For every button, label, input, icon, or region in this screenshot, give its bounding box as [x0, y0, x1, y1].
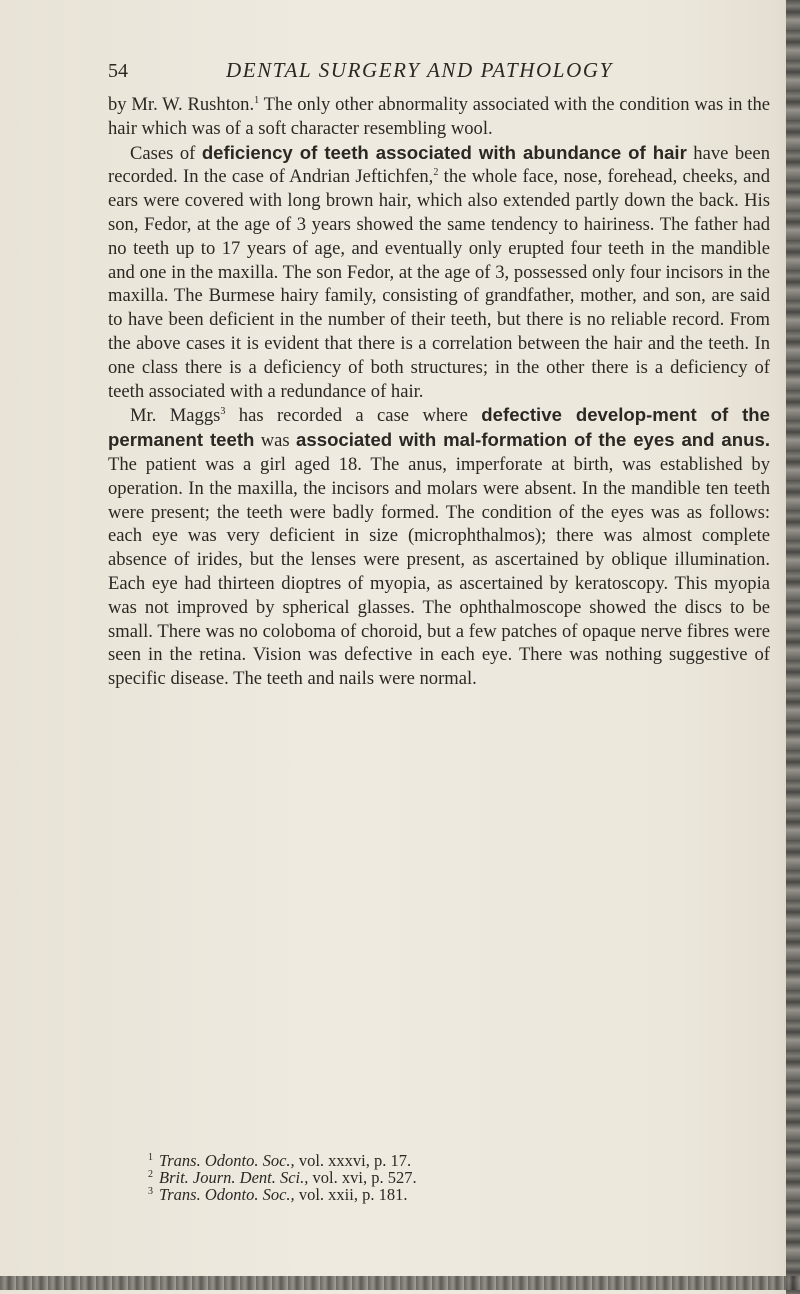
footnote-ref: 1 [254, 94, 260, 106]
footnote-ref: 3 [220, 406, 226, 418]
footnote-title: Brit. Journ. Dent. Sci., [159, 1168, 309, 1187]
footnote-title: Trans. Odonto. Soc., [159, 1151, 295, 1170]
book-edge-bottom [0, 1276, 800, 1290]
inline-heading: deficiency of teeth associated with abundance of hair [201, 141, 687, 163]
text-run: Mr. Maggs [130, 405, 221, 427]
text-run: Cases of [130, 142, 202, 164]
footnote [148, 1169, 748, 1186]
footnote-text: vol. xxii, p. 181. [294, 1185, 408, 1204]
text-run: by Mr. W. Rushton. [108, 94, 255, 115]
text-run: have been recorded. In the case of Andrian Jeftichfen, [108, 142, 770, 188]
footnote-mark: 1 [148, 1151, 153, 1163]
footnote-title: Trans. Odonto. Soc., [159, 1185, 295, 1204]
page-header [108, 58, 770, 86]
running-title: DENTAL SURGERY AND PATHOLOGY [226, 58, 613, 82]
footnotes [148, 1152, 748, 1203]
inline-heading: associated with mal-formation of the eyes and anus. [296, 429, 770, 451]
text-run: The patient was a girl aged 18. The anus, imperforate at birth, was established by operation. In the maxilla, the incisors and molars were absent. In the mandible ten teeth were present; the teeth were badly formed. The condition of the eyes was as follows: each eye was very deficient in size (microphthalmos); there was almost complete absence of irides, but the lenses were present, as ascertained by oblique illumination. Each eye had thirteen dioptres of myopia, as ascertained by keratoscopy. This myopia was not improved by spherical glasses. The ophthalmoscope showed the discs to be small. There was no coloboma of choroid, but a few patches of opaque nerve fibres were seen in the retina. Vision was defective in each eye. There was nothing suggestive of specific disease. The teeth and nails were normal. [108, 453, 770, 690]
page-number: 54 [108, 60, 128, 82]
paragraph [108, 93, 770, 141]
text-run: has recorded a case where [225, 405, 482, 427]
body-text [108, 93, 770, 691]
inline-heading: defective develop-ment of the permanent teeth [108, 404, 770, 451]
text-run: the whole face, nose, forehead, cheeks, and ears were covered with long brown hair, which also extended partly down the back. His son, Fedor, at the age of 3 years showed the same tendency to hairiness. The father had no teeth up to 17 years of age, and eventually only erupted four teeth in the mandible and one in the maxilla. The son Fedor, at the age of 3, possessed only four incisors in the maxilla. The Burmese hairy family, consisting of grandfather, mother, and son, are said to have been deficient in the number of their teeth, but there is no reliable record. From the above cases it is evident that there is a correlation between the hair and the teeth. In one class there is a deficiency of both structures; in the other there is a deficiency of teeth associated with a redundance of hair. [108, 166, 770, 402]
footnote [148, 1186, 748, 1203]
footnote-mark: 2 [148, 1168, 153, 1180]
text-run: The only other abnormality associated with the condition was in the hair which was of a soft character resembling wool. [108, 94, 770, 139]
footnote-ref: 2 [433, 167, 439, 179]
book-edge-right [786, 0, 800, 1294]
footnote-text: vol. xxxvi, p. 17. [294, 1151, 412, 1170]
footnote-text: vol. xvi, p. 527. [308, 1168, 417, 1187]
text-run: was [254, 430, 297, 452]
footnote [148, 1152, 748, 1169]
footnote-mark: 3 [148, 1185, 153, 1197]
paragraph [108, 141, 770, 404]
paragraph [108, 403, 770, 691]
